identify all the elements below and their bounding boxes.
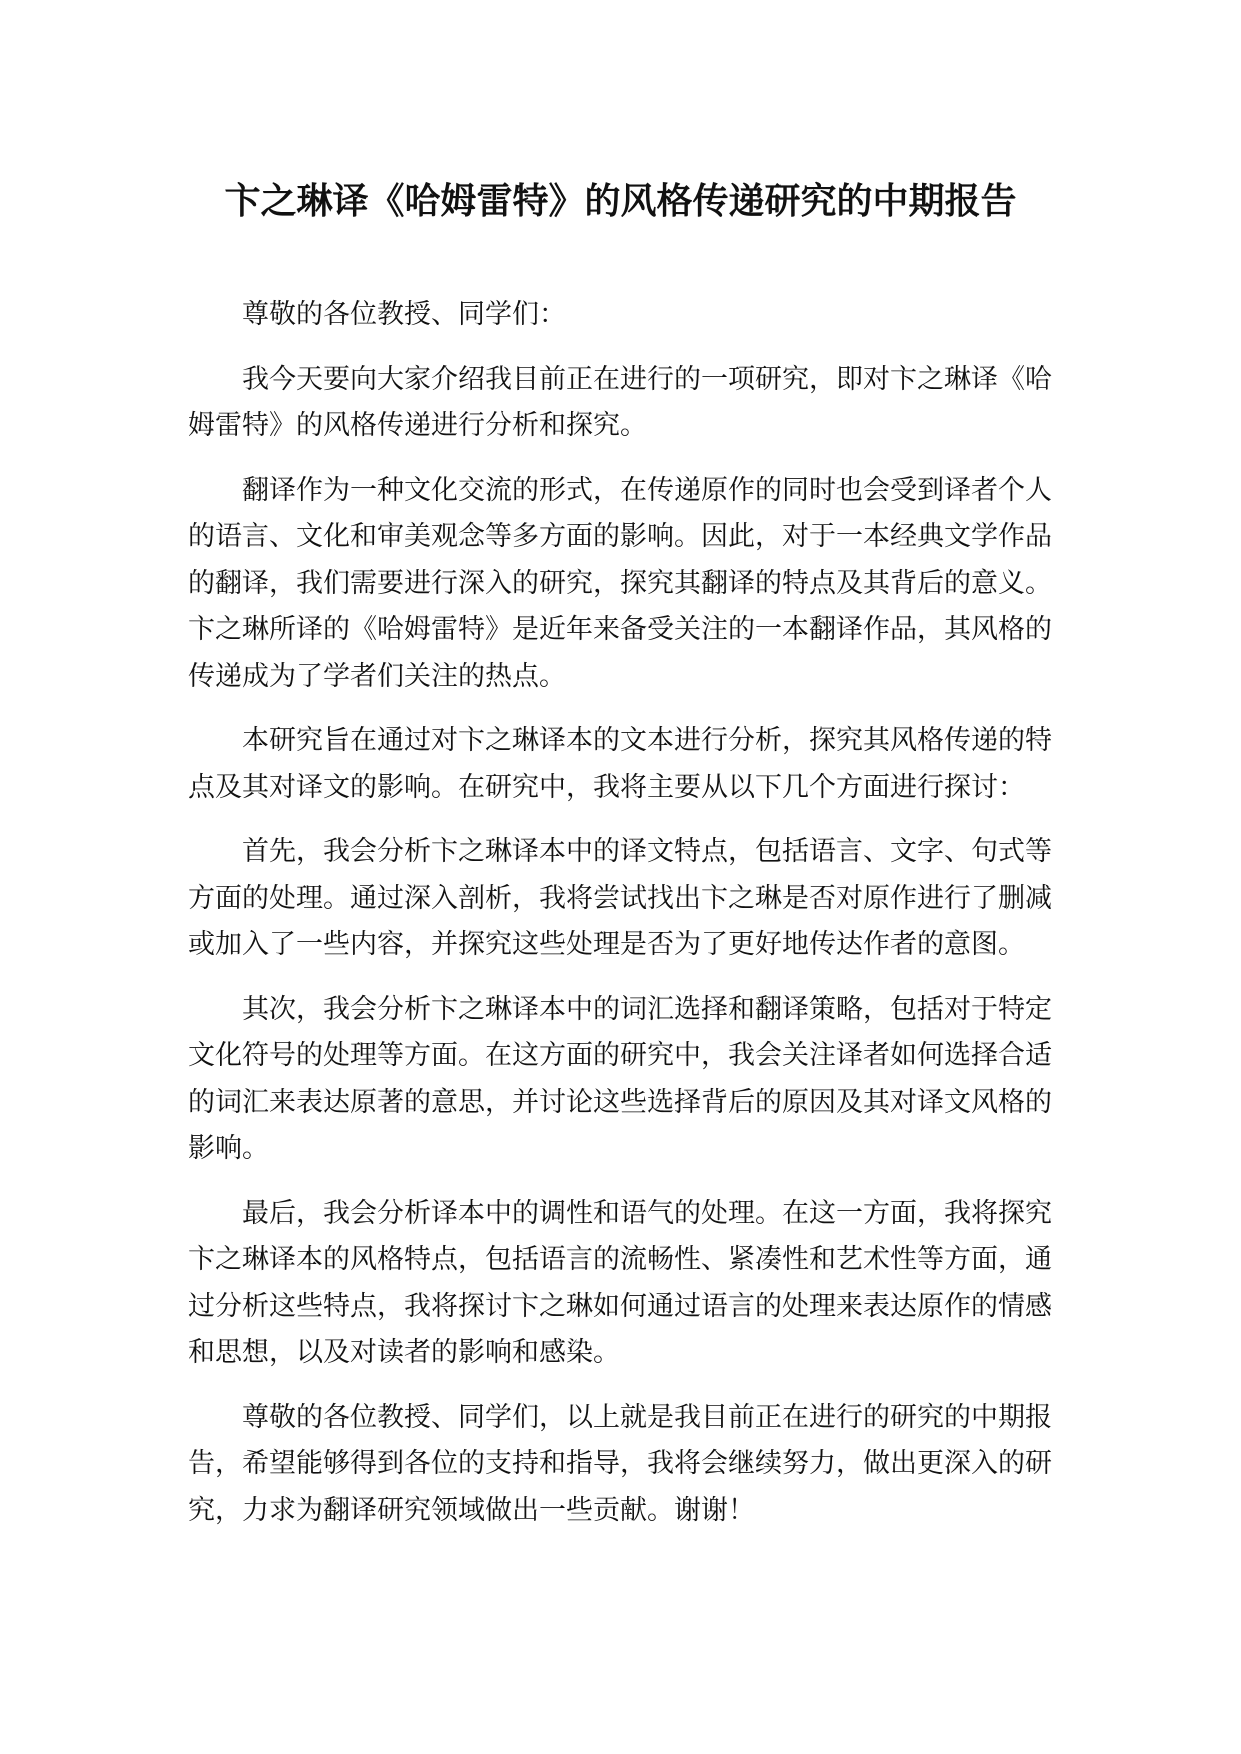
salutation: 尊敬的各位教授、同学们：: [242, 299, 566, 330]
document-body: [188, 292, 1078, 1552]
paragraph-intro: 我今天要向大家介绍我目前正在进行的一项研究，即对卞之琳译《哈姆雷特》的风格传递进行分析和探究。: [188, 363, 1052, 441]
document-title: 卞之琳译《哈姆雷特》的风格传递研究的中期报告: [224, 181, 1017, 222]
paragraph-first-aspect: 首先，我会分析卞之琳译本中的译文特点，包括语言、文字、句式等方面的处理。通过深入剖析，我将尝试找出卞之琳是否对原作进行了删减或加入了一些内容，并探究这些处理是否为了更好地传达作者的意图。: [188, 836, 1052, 960]
paragraph-second-aspect: 其次，我会分析卞之琳译本中的词汇选择和翻译策略，包括对于特定文化符号的处理等方面。在这方面的研究中，我会关注译者如何选择合适的词汇来表达原著的意思，并讨论这些选择背后的原因及其对译文风格的影响。: [188, 993, 1052, 1164]
paragraph-background: 翻译作为一种文化交流的形式，在传递原作的同时也会受到译者个人的语言、文化和审美观念等多方面的影响。因此，对于一本经典文学作品的翻译，我们需要进行深入的研究，探究其翻译的特点及其背后的意义。卞之琳所译的《哈姆雷特》是近年来备受关注的一本翻译作品，其风格的传递成为了学者们关注的热点。: [188, 474, 1052, 692]
paragraph-closing: 尊敬的各位教授、同学们，以上就是我目前正在进行的研究的中期报告，希望能够得到各位的支持和指导，我将会继续努力，做出更深入的研究，力求为翻译研究领域做出一些贡献。谢谢！: [188, 1401, 1052, 1526]
paragraph-aim: 本研究旨在通过对卞之琳译本的文本进行分析，探究其风格传递的特点及其对译文的影响。在研究中，我将主要从以下几个方面进行探讨：: [188, 725, 1052, 803]
paragraph-third-aspect: 最后，我会分析译本中的调性和语气的处理。在这一方面，我将探究卞之琳译本的风格特点，包括语言的流畅性、紧凑性和艺术性等方面，通过分析这些特点，我将探讨卞之琳如何通过语言的处理来表达原作的情感和思想，以及对读者的影响和感染。: [188, 1197, 1052, 1368]
